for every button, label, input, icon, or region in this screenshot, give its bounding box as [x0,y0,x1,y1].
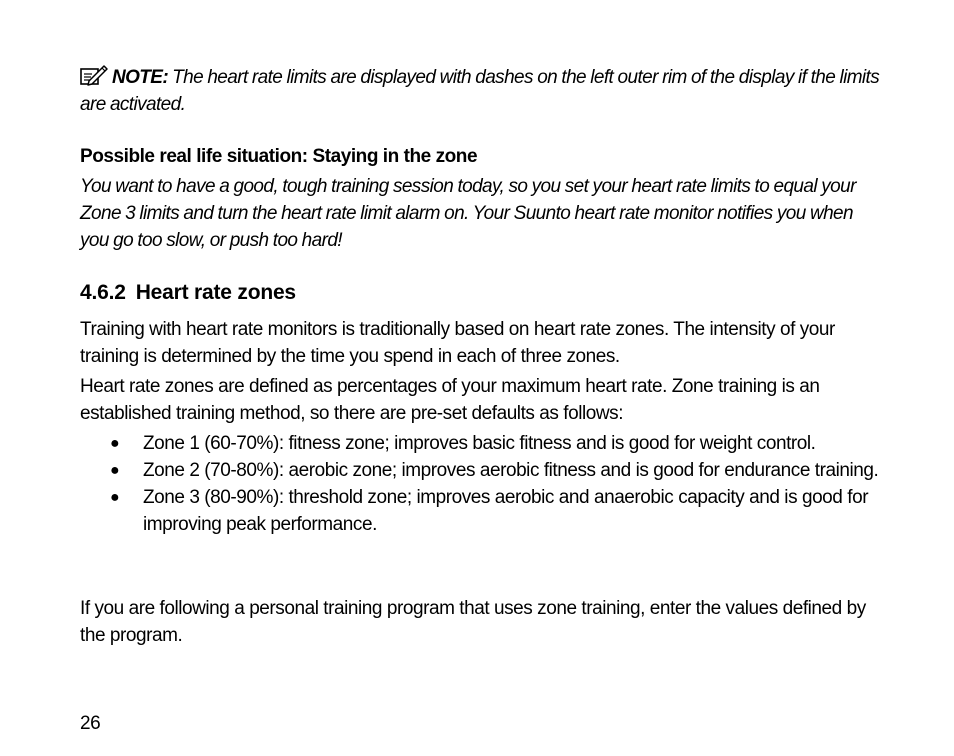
page-number: 26 [80,713,101,734]
note-label: NOTE: [112,67,169,88]
bullet-icon: ● [110,489,120,506]
list-item [80,430,880,457]
zone-list [80,430,880,538]
manual-page [80,0,880,756]
intro-paragraph: Training with heart rate monitors is traditionally based on heart rate zones. The intensity of your training is determined by the time you spend in each of three zones. [80,319,835,367]
zones-definition-paragraph: Heart rate zones are defined as percentages of your maximum heart rate. Zone training is an established training method, so there are pre-set defaults as follows: [80,376,820,424]
program-paragraph: If you are following a personal training program that uses zone training, enter the values defined by the program. [80,598,866,646]
zone-2-text: Zone 2 (70-80%): aerobic zone; improves aerobic fitness and is good for endurance training. [143,460,879,481]
section-number: 4.6.2 [80,281,126,304]
note-text: The heart rate limits are displayed with dashes on the left outer rim of the display if the limits are activated. [80,67,880,115]
section-heading [80,279,296,306]
bullet-icon: ● [110,462,120,479]
zone-1-text: Zone 1 (60-70%): fitness zone; improves basic fitness and is good for weight control. [143,433,816,454]
bullet-icon: ● [110,435,120,452]
section-title: Heart rate zones [135,281,296,304]
scenario-heading: Possible real life situation: Staying in the zone [80,146,478,167]
note-block [80,64,880,118]
zone-3-text: Zone 3 (80-90%): threshold zone; improves aerobic and anaerobic capacity and is good for improving peak performance. [143,487,869,535]
list-item [80,484,880,538]
scenario-text: You want to have a good, tough training session today, so you set your heart rate limits to equal your Zone 3 limits and turn the heart rate limit alarm on. Your Suunto heart rate monitor notifies you when you go too slow, or push too hard! [80,176,856,251]
note-pencil-icon [80,64,110,86]
list-item [80,457,880,484]
